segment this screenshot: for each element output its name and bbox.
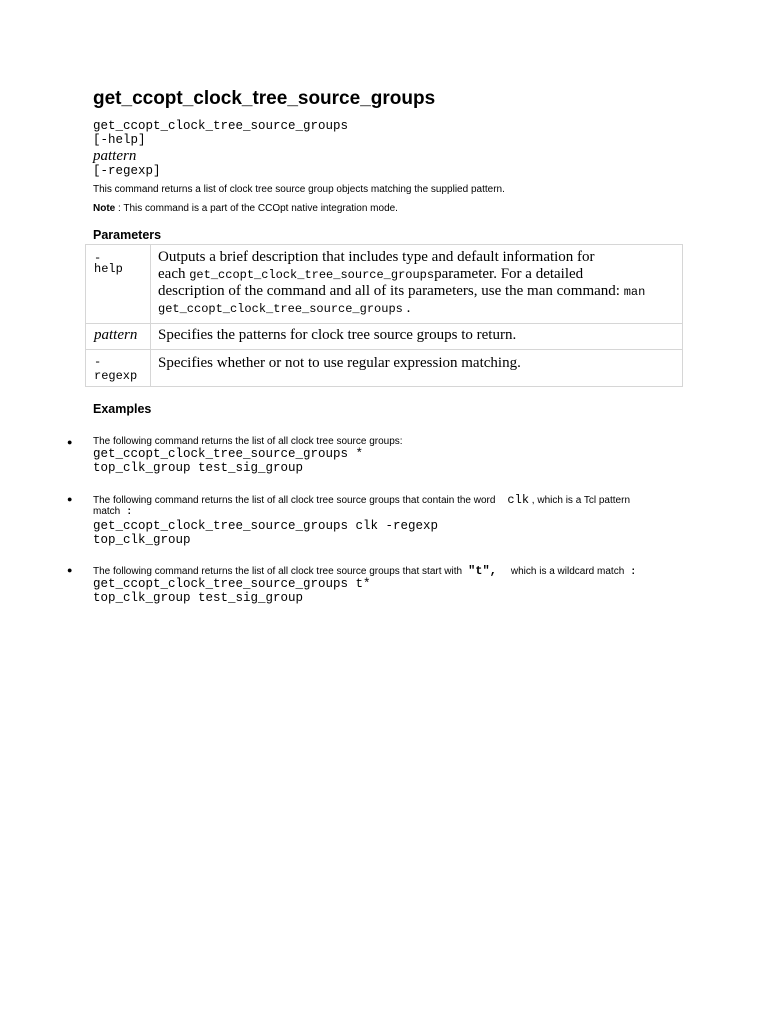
example-output: top_clk_group	[93, 533, 191, 547]
param-help-desc-line	[158, 266, 583, 283]
example-inline-code: "t",	[468, 564, 497, 578]
synopsis-pattern-argument: pattern	[93, 148, 137, 164]
note-text: : This command is a part of the CCOpt native integration mode.	[115, 203, 398, 214]
example-text: The following command returns the list of all clock tree source groups that contain the word	[93, 495, 496, 506]
example-colon: :	[624, 567, 637, 578]
param-help-desc-text: parameter. For a detailed	[434, 266, 584, 282]
param-pattern-desc: Specifies the patterns for clock tree source groups to return.	[158, 327, 517, 343]
example-output: top_clk_group test_sig_group	[93, 461, 304, 475]
param-help-name: help	[94, 262, 123, 276]
table-row-divider	[86, 349, 682, 350]
param-help-dash: -	[94, 251, 102, 265]
example-command: get_ccopt_clock_tree_source_groups t*	[93, 577, 371, 591]
param-help-desc-line: Outputs a brief description that includes type and default information for	[158, 249, 595, 265]
example-inline-code: clk	[507, 493, 530, 507]
param-help-desc-line	[158, 283, 645, 300]
example-output: top_clk_group test_sig_group	[93, 591, 304, 605]
synopsis-command: get_ccopt_clock_tree_source_groups	[93, 119, 349, 133]
example-colon: :	[120, 507, 133, 518]
param-help-desc-code: get_ccopt_clock_tree_source_groups	[189, 268, 435, 282]
bullet-icon: ●	[67, 494, 73, 504]
example-text: , which is a Tcl pattern	[529, 495, 631, 506]
note-label: Note	[93, 203, 116, 214]
page-title: get_ccopt_clock_tree_source_groups	[93, 88, 436, 109]
synopsis-regexp-option: [-regexp]	[93, 164, 161, 178]
note-paragraph	[93, 203, 398, 214]
param-help-desc-text: .	[402, 300, 411, 316]
example-description: The following command returns the list of all clock tree source groups:	[93, 436, 403, 447]
param-regexp-desc: Specifies whether or not to use regular expression matching.	[158, 355, 521, 371]
example-command: get_ccopt_clock_tree_source_groups *	[93, 447, 364, 461]
param-regexp-name: regexp	[94, 369, 138, 383]
param-help-desc-text: description of the command and all of its parameters, use the man command:	[158, 283, 624, 299]
parameters-table	[85, 244, 683, 387]
table-row-divider	[86, 323, 682, 324]
param-regexp-dash: -	[94, 355, 102, 369]
example-text: match	[93, 506, 121, 517]
example-description-cont	[93, 506, 132, 518]
examples-heading: Examples	[93, 402, 152, 416]
param-pattern-name: pattern	[94, 327, 138, 343]
example-description	[93, 564, 636, 578]
example-text: The following command returns the list of all clock tree source groups that start with	[93, 566, 463, 577]
param-help-desc-text: each	[158, 266, 190, 282]
example-command: get_ccopt_clock_tree_source_groups clk -regexp	[93, 519, 439, 533]
example-description	[93, 493, 630, 507]
param-help-desc-line	[158, 300, 410, 317]
synopsis-help-option: [-help]	[93, 133, 146, 147]
table-column-divider	[150, 245, 151, 386]
bullet-icon: ●	[67, 565, 73, 575]
bullet-icon: ●	[67, 437, 73, 447]
parameters-heading: Parameters	[93, 228, 162, 242]
description-text: This command returns a list of clock tree source group objects matching the supplied pattern.	[93, 184, 505, 195]
example-text: which is a wildcard match	[510, 566, 625, 577]
param-help-desc-code: get_ccopt_clock_tree_source_groups	[158, 302, 403, 316]
param-help-desc-code: man	[623, 285, 646, 299]
